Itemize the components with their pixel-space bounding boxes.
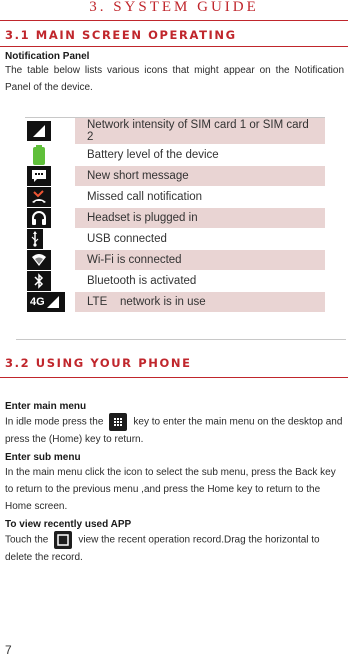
section-divider	[0, 377, 348, 378]
missed-call-icon	[27, 187, 51, 207]
main-menu-text-end: key to enter the main menu on the desktop and press the (Home) key to return.	[5, 416, 343, 445]
recent-apps-text-end: view the recent operation record.Drag the horizontal to delete the record.	[5, 534, 320, 563]
sub-menu-heading: Enter sub menu	[5, 452, 81, 463]
table-row	[25, 208, 325, 229]
icon-description: LTE network is in use	[75, 292, 325, 313]
icon-description: Wi-Fi is connected	[75, 250, 325, 271]
notification-icon-table	[25, 117, 325, 313]
page-number: 7	[5, 643, 12, 657]
lte-label: 4G	[30, 296, 45, 308]
usb-icon	[27, 229, 43, 249]
icon-description: USB connected	[75, 229, 325, 250]
wifi-icon	[27, 250, 51, 270]
table-row	[25, 145, 325, 166]
table-row	[25, 118, 325, 145]
main-menu-text	[5, 413, 344, 448]
table-row	[25, 166, 325, 187]
table-row	[25, 292, 325, 313]
battery-icon	[27, 145, 51, 165]
lte-signal-icon	[27, 292, 65, 312]
sub-menu-text: In the main menu click the icon to select the sub menu, press the Back key to return to the previous menu ,and press the Home key to return to the Home screen.	[5, 467, 336, 512]
chapter-title: 3. SYSTEM GUIDE	[0, 0, 348, 22]
icon-description: Missed call notification	[75, 187, 325, 208]
icon-description: Battery level of the device	[75, 145, 325, 166]
section-divider	[0, 46, 348, 47]
icon-description: Bluetooth is activated	[75, 271, 325, 292]
icon-description: Network intensity of SIM card 1 or SIM card 2	[75, 118, 325, 145]
main-menu-heading: Enter main menu	[5, 401, 87, 412]
recent-apps-text-start: Touch the	[5, 534, 49, 546]
signal-strength-icon	[27, 121, 51, 141]
notification-panel-text: The table below lists various icons that might appear on the Notification Panel of the device.	[5, 65, 344, 93]
table-row	[25, 271, 325, 292]
bluetooth-icon	[27, 271, 51, 291]
table-row	[25, 250, 325, 271]
table-bottom-divider	[16, 339, 346, 340]
section-title-main-screen: 3.1 MAIN SCREEN OPERATING	[5, 28, 237, 42]
recent-apps-text	[5, 531, 344, 566]
menu-grid-icon	[109, 413, 127, 431]
notification-panel-heading: Notification Panel	[5, 51, 90, 62]
recent-apps-icon	[54, 531, 72, 549]
headset-icon	[27, 208, 51, 228]
message-icon	[27, 166, 51, 186]
table-row	[25, 229, 325, 250]
main-menu-text-start: In idle mode press the	[5, 416, 104, 428]
recent-apps-heading: To view recently used APP	[5, 519, 132, 530]
icon-description: New short message	[75, 166, 325, 187]
table-row	[25, 187, 325, 208]
section-title-using-phone: 3.2 USING YOUR PHONE	[5, 356, 192, 370]
icon-description: Headset is plugged in	[75, 208, 325, 229]
